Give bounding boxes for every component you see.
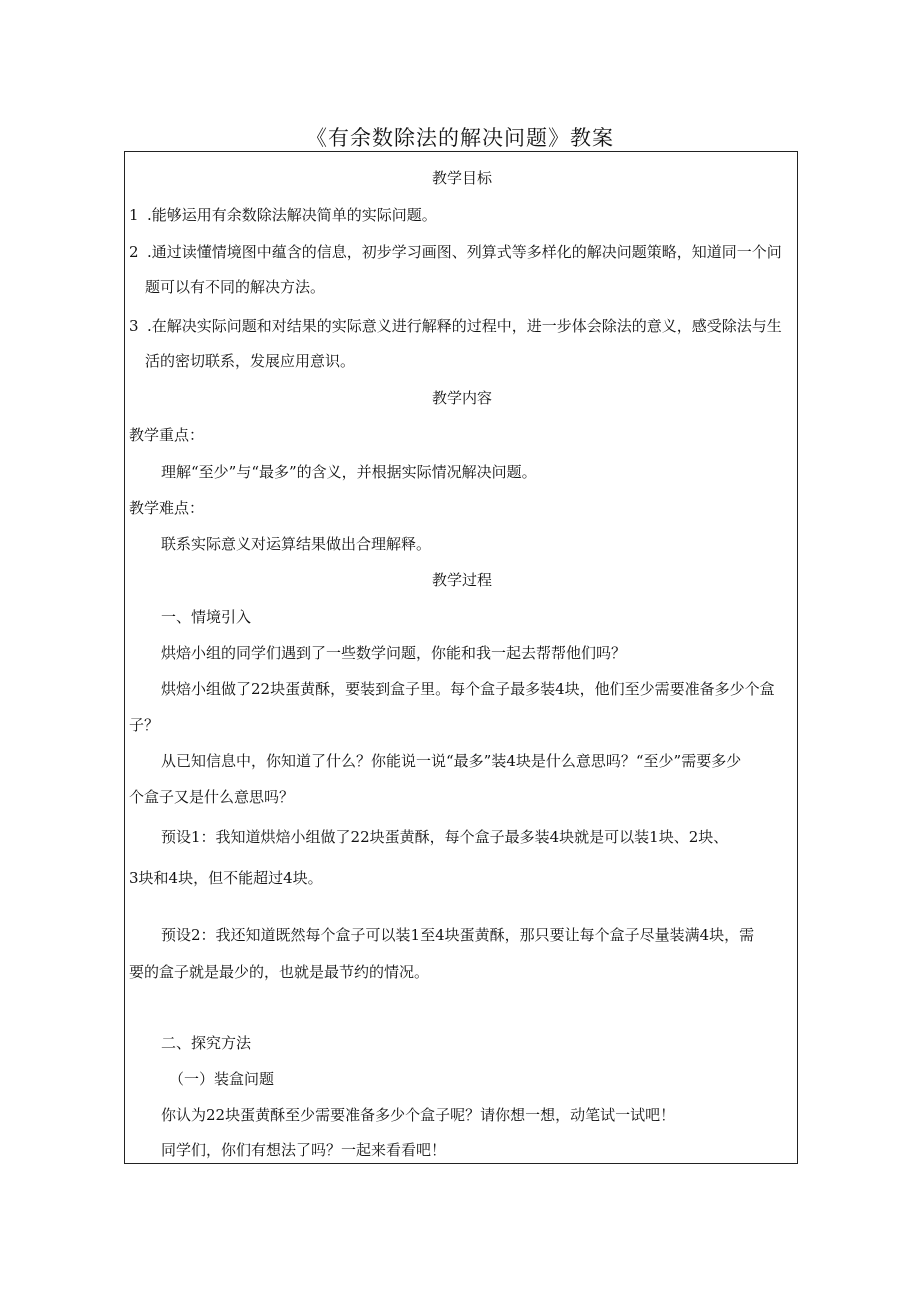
objective-3-number: 3 bbox=[129, 317, 139, 335]
difficulty-text: 联系实际意义对运算结果做出合理解释。 bbox=[161, 535, 432, 553]
key-point-text: 理解“至少”与“最多”的含义，并根据实际情况解决问题。 bbox=[161, 463, 537, 481]
subsection-1-title: （一）装盒问题 bbox=[169, 1070, 275, 1088]
paragraph-5-line-1: 预设2：我还知道既然每个盒子可以装1至4块蛋黄酥，那只要让每个盒子尽量装满4块，需 bbox=[161, 926, 755, 944]
paragraph-5-line-2: 要的盒子就是最少的，也就是最节约的情况。 bbox=[129, 963, 430, 981]
objective-3-line-2: 活的密切联系，发展应用意识。 bbox=[145, 352, 356, 370]
lesson-plan-table bbox=[124, 151, 798, 1164]
paragraph-1: 烘焙小组的同学们遇到了一些数学问题，你能和我一起去帮帮他们吗？ bbox=[161, 644, 627, 662]
paragraph-3-line-1: 从已知信息中，你知道了什么？你能说一说“最多”装4块是什么意思吗？“至少”需要多少 bbox=[161, 752, 742, 770]
paragraph-4-line-1: 预设1：我知道烘焙小组做了22块蛋黄酥，每个盒子最多装4块就是可以装1块、2块、 bbox=[161, 828, 729, 846]
paragraph-2-line-1: 烘焙小组做了22块蛋黄酥，要装到盒子里。每个盒子最多装4块，他们至少需要准备多少个盒 bbox=[161, 680, 775, 698]
objectives-heading: 教学目标 bbox=[431, 169, 492, 187]
content-heading: 教学内容 bbox=[431, 389, 492, 407]
objective-1-text: .能够运用有余数除法解决简单的实际问题。 bbox=[147, 206, 437, 224]
part-2-title: 二、探究方法 bbox=[161, 1034, 252, 1052]
objective-2-line-2: 题可以有不同的解决方法。 bbox=[145, 278, 326, 296]
objective-2-number: 2 bbox=[129, 243, 139, 261]
paragraph-7: 同学们，你们有想法了吗？一起来看看吧！ bbox=[161, 1141, 447, 1159]
objective-1-number: 1 bbox=[129, 206, 139, 224]
document-title: 《有余数除法的解决问题》教案 bbox=[306, 126, 614, 150]
key-point-label: 教学重点： bbox=[129, 426, 205, 444]
objective-2-line-1: .通过读懂情境图中蕴含的信息，初步学习画图、列算式等多样化的解决问题策略，知道同一个问 bbox=[147, 243, 782, 261]
paragraph-4-line-2: 3块和4块，但不能超过4块。 bbox=[129, 869, 323, 887]
paragraph-2-line-2: 子？ bbox=[129, 716, 160, 734]
process-heading: 教学过程 bbox=[431, 571, 492, 589]
paragraph-3-line-2: 个盒子又是什么意思吗？ bbox=[129, 788, 295, 806]
paragraph-6: 你认为22块蛋黄酥至少需要准备多少个盒子呢？请你想一想，动笔试一试吧！ bbox=[161, 1106, 676, 1124]
part-1-title: 一、情境引入 bbox=[161, 608, 252, 626]
objective-3-line-1: .在解决实际问题和对结果的实际意义进行解释的过程中，进一步体会除法的意义，感受除法与生 bbox=[147, 317, 782, 335]
difficulty-label: 教学难点： bbox=[129, 499, 205, 517]
